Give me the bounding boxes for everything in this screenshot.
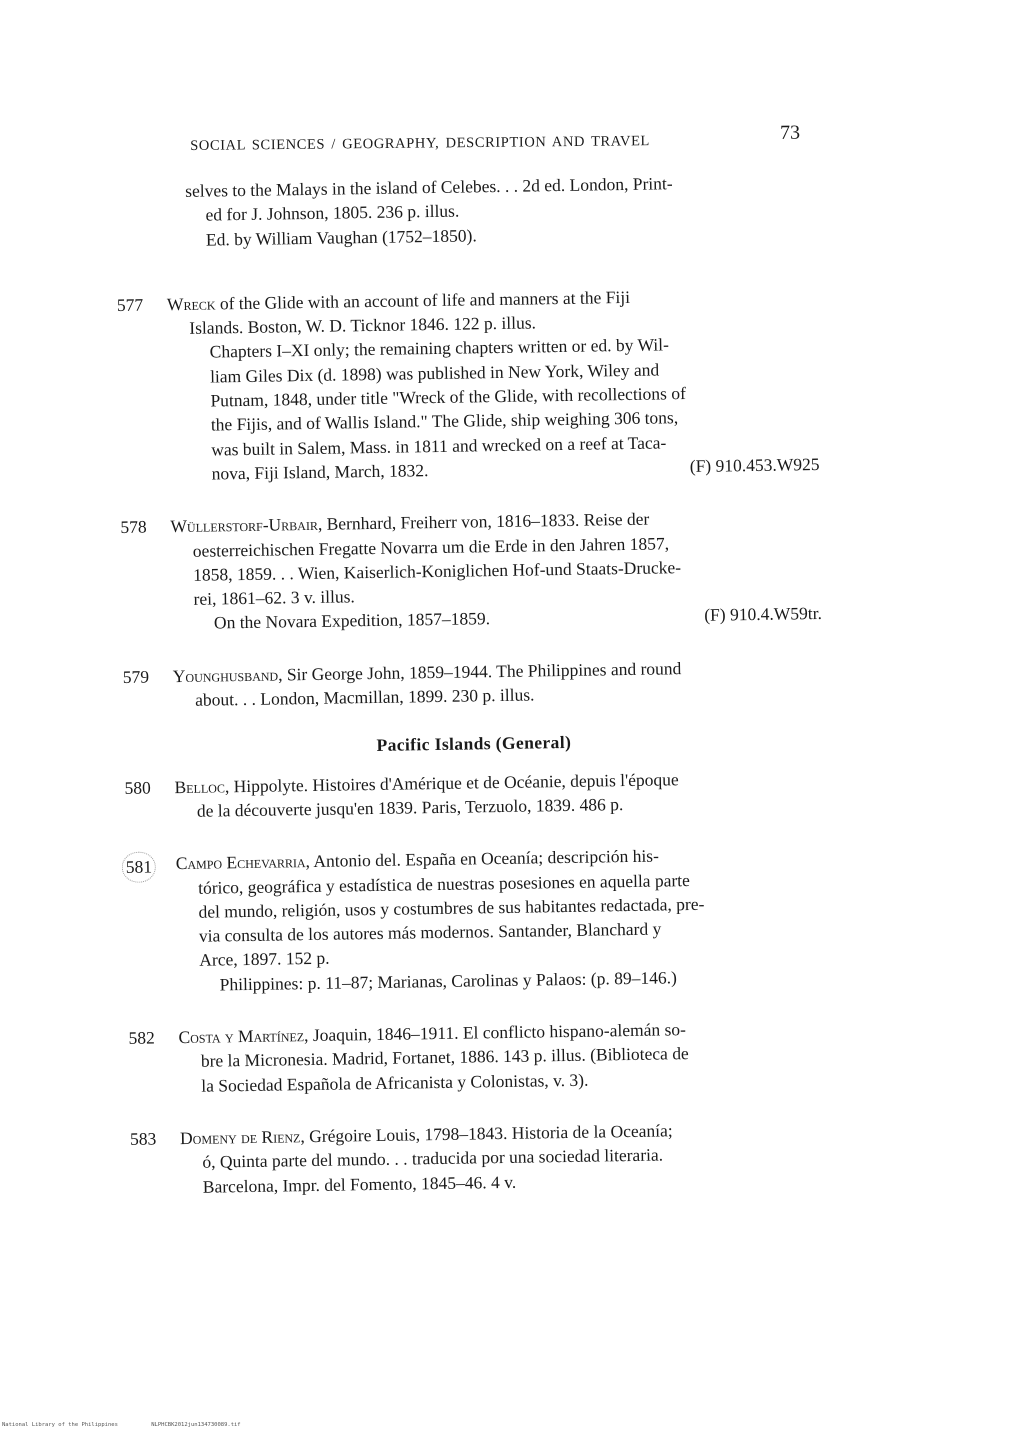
bibliography-entry [128,1015,829,1099]
entry-text: of the Glide with an account of life and manners at the Fiji [215,286,631,314]
entry-text: rei, 1861–62. 3 v. illus. [193,586,355,609]
note-line: nova, Fiji Island, March, 1832. [211,460,429,484]
bibliography-entry [126,841,828,998]
entry-body [170,504,822,636]
entry-text: 1858, 1859. . . Wien, Kaiserlich-Koniglichen Hof-und Staats-Drucke- [193,557,682,585]
running-head: SOCIAL SCIENCES / GEOGRAPHY, DESCRIPTION AND TRAVEL [190,133,651,154]
page-number: 73 [779,121,801,144]
entry-text: Islands. Boston, W. D. Ticknor 1846. 122 p. illus. [189,312,537,339]
section-heading: Pacific Islands (General) [376,732,572,756]
entry-author: Wreck [166,293,216,315]
note-line: liam Giles Dix (d. 1898) was published in New York, Wiley and [209,359,660,387]
page-header [190,122,810,168]
entry-body [180,1116,831,1199]
bibliography-entry [117,282,820,487]
entry-text: about. . . London, Macmillan, 1899. 230 p. illus. [195,684,535,710]
entry-text: Hippolyte. Histoires d'Amérique et de Océanie, depuis l'époque [229,768,679,796]
note-line: Philippines: p. 11–87; Marianas, Carolinas y Palaos: (p. 89–146.) [219,966,677,995]
bibliography-entry [120,504,822,636]
entry-body [178,1015,829,1098]
entry-body [167,282,820,487]
footer-filename: NLPHCBK2012jun134730089.tif [151,1422,241,1428]
entry-text: oesterreichischen Fregatte Novarra um die Erde in den Jahren 1857, [192,532,670,561]
entry-number: 582 [128,1027,155,1048]
bibliography-entry [124,765,825,825]
entry-number: 581 [122,852,157,883]
entry-author: Domeny de Rienz, [179,1126,305,1149]
entry-text: Sir George John, 1859–1944. The Philippines and round [282,657,682,685]
entry-text: bre la Micronesia. Madrid, Fortanet, 1886. 143 p. illus. (Biblioteca de [200,1043,689,1072]
entry-text: via consulta de los autores más modernos. Santander, Blanchard y [198,918,662,946]
entry-body [173,654,824,713]
entry-author: Campo Echevarria, [175,851,311,874]
note-line: was built in Salem, Mass. in 1811 and wrecked on a reef at Taca- [211,432,667,460]
entry-text: tórico, geográfica y estadística de nuestras posesiones en aquella parte [197,869,690,898]
continued-entry [185,169,816,252]
entry-author: Costa y Martínez, [178,1025,309,1048]
entry-author: Younghusband, [172,664,283,686]
bibliography-entry [130,1116,831,1200]
entry-text: Barcelona, Impr. del Fomento, 1845–46. 4 v. [202,1171,517,1197]
entry-text: Antonio del. España en Oceanía; descripción his- [309,845,660,872]
note-line: Chapters I–XI only; the remaining chapters written or ed. by Wil- [209,334,670,363]
page-content [115,169,831,1200]
entry-text: de la découverte jusqu'en 1839. Paris, Terzuolo, 1839. 486 p. [196,794,624,821]
entry-text: Bernhard, Freiherr von, 1816–1833. Reise der [322,508,650,535]
entry-text: la Sociedad Española de Africanista y Colonistas, v. 3). [201,1069,589,1096]
text-line: ed for J. Johnson, 1805. 236 p. illus. [205,200,460,225]
note-line: the Fijis, and of Wallis Island." The Glide, ship weighing 306 tons, [210,407,679,435]
entry-text: del mundo, religión, usos y costumbres de sus habitantes redactada, pre- [198,893,705,922]
bibliography-entry [123,654,824,714]
scan-footer [2,1422,271,1428]
entry-text: ó, Quinta parte del mundo. . . traducida por una sociedad literaria. [202,1144,664,1172]
entry-number: 579 [122,666,150,687]
text-line: selves to the Malays in the island of Celebes. . . 2d ed. London, Print- [185,173,673,201]
note-line: Putnam, 1848, under title "Wreck of the Glide, with recollections of [210,383,686,411]
call-number: (F) 910.4.W59tr. [704,603,823,626]
entry-body [176,841,828,997]
entry-number: 580 [124,777,151,798]
entry-text: Grégoire Louis, 1798–1843. Historia de la Oceanía; [304,1120,673,1147]
entry-text: Arce, 1897. 152 p. [199,948,330,971]
note-line: On the Novara Expedition, 1857–1859. [213,608,491,633]
entry-number: 578 [120,516,147,538]
note-line: Ed. by William Vaughan (1752–1850). [205,224,477,250]
entry-body [174,765,825,824]
entry-number: 577 [116,294,144,315]
call-number: (F) 910.453.W925 [689,453,820,476]
entry-text: Joaquin, 1846–1911. El conflicto hispano-alemán so- [308,1019,687,1046]
entry-author: Belloc, [174,775,230,797]
footer-library: National Library of the Philippines [2,1422,118,1428]
entry-author: Wüllerstorf-Urbair, [170,514,323,537]
entry-number: 583 [129,1128,157,1149]
